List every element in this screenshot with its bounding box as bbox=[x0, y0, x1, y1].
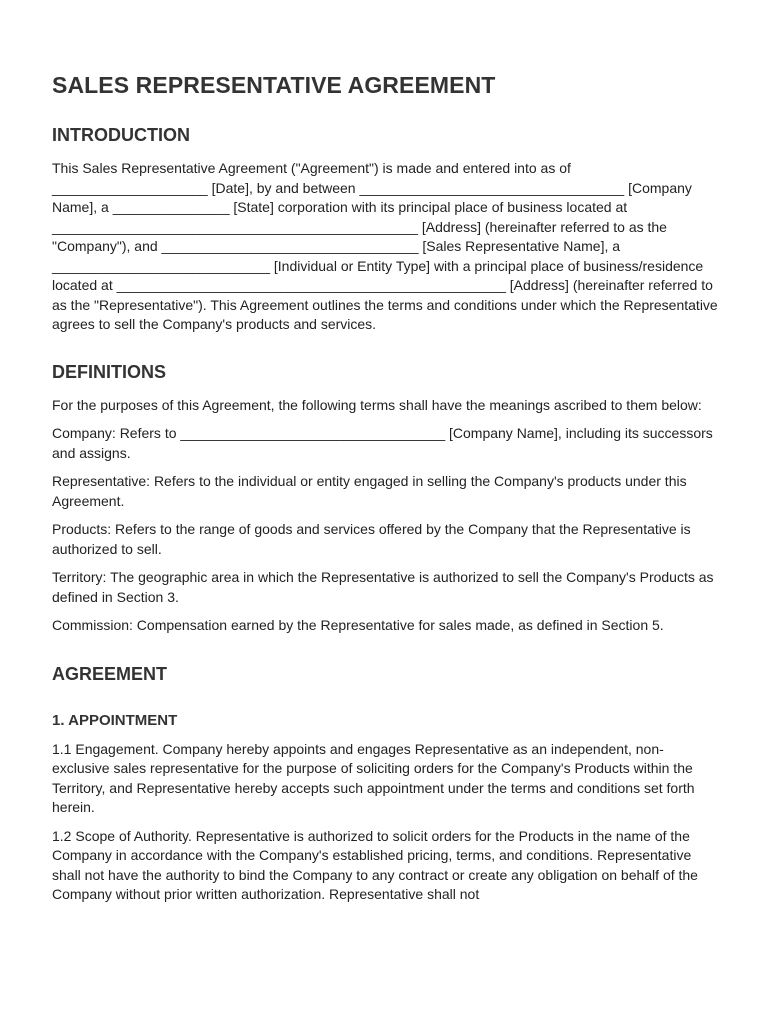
definitions-section bbox=[52, 360, 720, 636]
document-title: SALES REPRESENTATIVE AGREEMENT bbox=[52, 72, 496, 98]
introduction-section bbox=[52, 123, 720, 335]
definition-representative: Representative: Refers to the individual or entity engaged in selling the Company's products under this Agreement. bbox=[52, 473, 687, 509]
definitions-intro: For the purposes of this Agreement, the following terms shall have the meanings ascribed to them below: bbox=[52, 396, 702, 413]
definition-commission: Commission: Compensation earned by the Representative for sales made, as defined in Section 5. bbox=[52, 617, 664, 633]
document-page bbox=[52, 70, 720, 905]
introduction-paragraph: This Sales Representative Agreement ("Agreement") is made and entered into as of ____________________ [Date], by and between __________________________________ [Company Name], a _______________ [State] corporation with its principal place of business located at _______________________________________________ [Address] (hereinafter referred to as the "Company"), and _________________________________ [Sales Representative Name], a ____________________________ [Individual or Entity Type] with a principal place of business/residence located at __________________________________________________ [Address] (hereinafter referred to as the "Representative"). This Agreement outlines the terms and conditions under which the Representative agrees to sell the Company's products and services. bbox=[52, 160, 718, 332]
definition-products: Products: Refers to the range of goods and services offered by the Company that the Representative is authorized to sell. bbox=[52, 521, 691, 557]
definition-company: Company: Refers to __________________________________ [Company Name], including its successors and assigns. bbox=[52, 425, 713, 461]
appointment-paragraph-1-2: 1.2 Scope of Authority. Representative is authorized to solicit orders for the Products in the name of the Company in accordance with the Company's established pricing, terms, and conditions. Representative shall not have the authority to bind the Company to any contract or create any obligation on behalf of the Company without prior written authorization. Representative shall not bbox=[52, 827, 698, 902]
agreement-section bbox=[52, 662, 720, 905]
definitions-heading: DEFINITIONS bbox=[52, 361, 167, 382]
appointment-paragraph-1-1: 1.1 Engagement. Company hereby appoints and engages Representative as an independent, non-exclusive sales representative for the purpose of soliciting orders for the Company's Products within the Territory, and Representative hereby accepts such appointment under the terms and conditions set forth herein. bbox=[52, 740, 695, 815]
definition-territory: Territory: The geographic area in which the Representative is authorized to sell the Company's Products as defined in Section 3. bbox=[52, 569, 714, 605]
introduction-heading: INTRODUCTION bbox=[52, 125, 190, 145]
agreement-heading: AGREEMENT bbox=[52, 663, 168, 684]
appointment-heading: 1. APPOINTMENT bbox=[52, 711, 178, 729]
title-block bbox=[52, 70, 720, 123]
